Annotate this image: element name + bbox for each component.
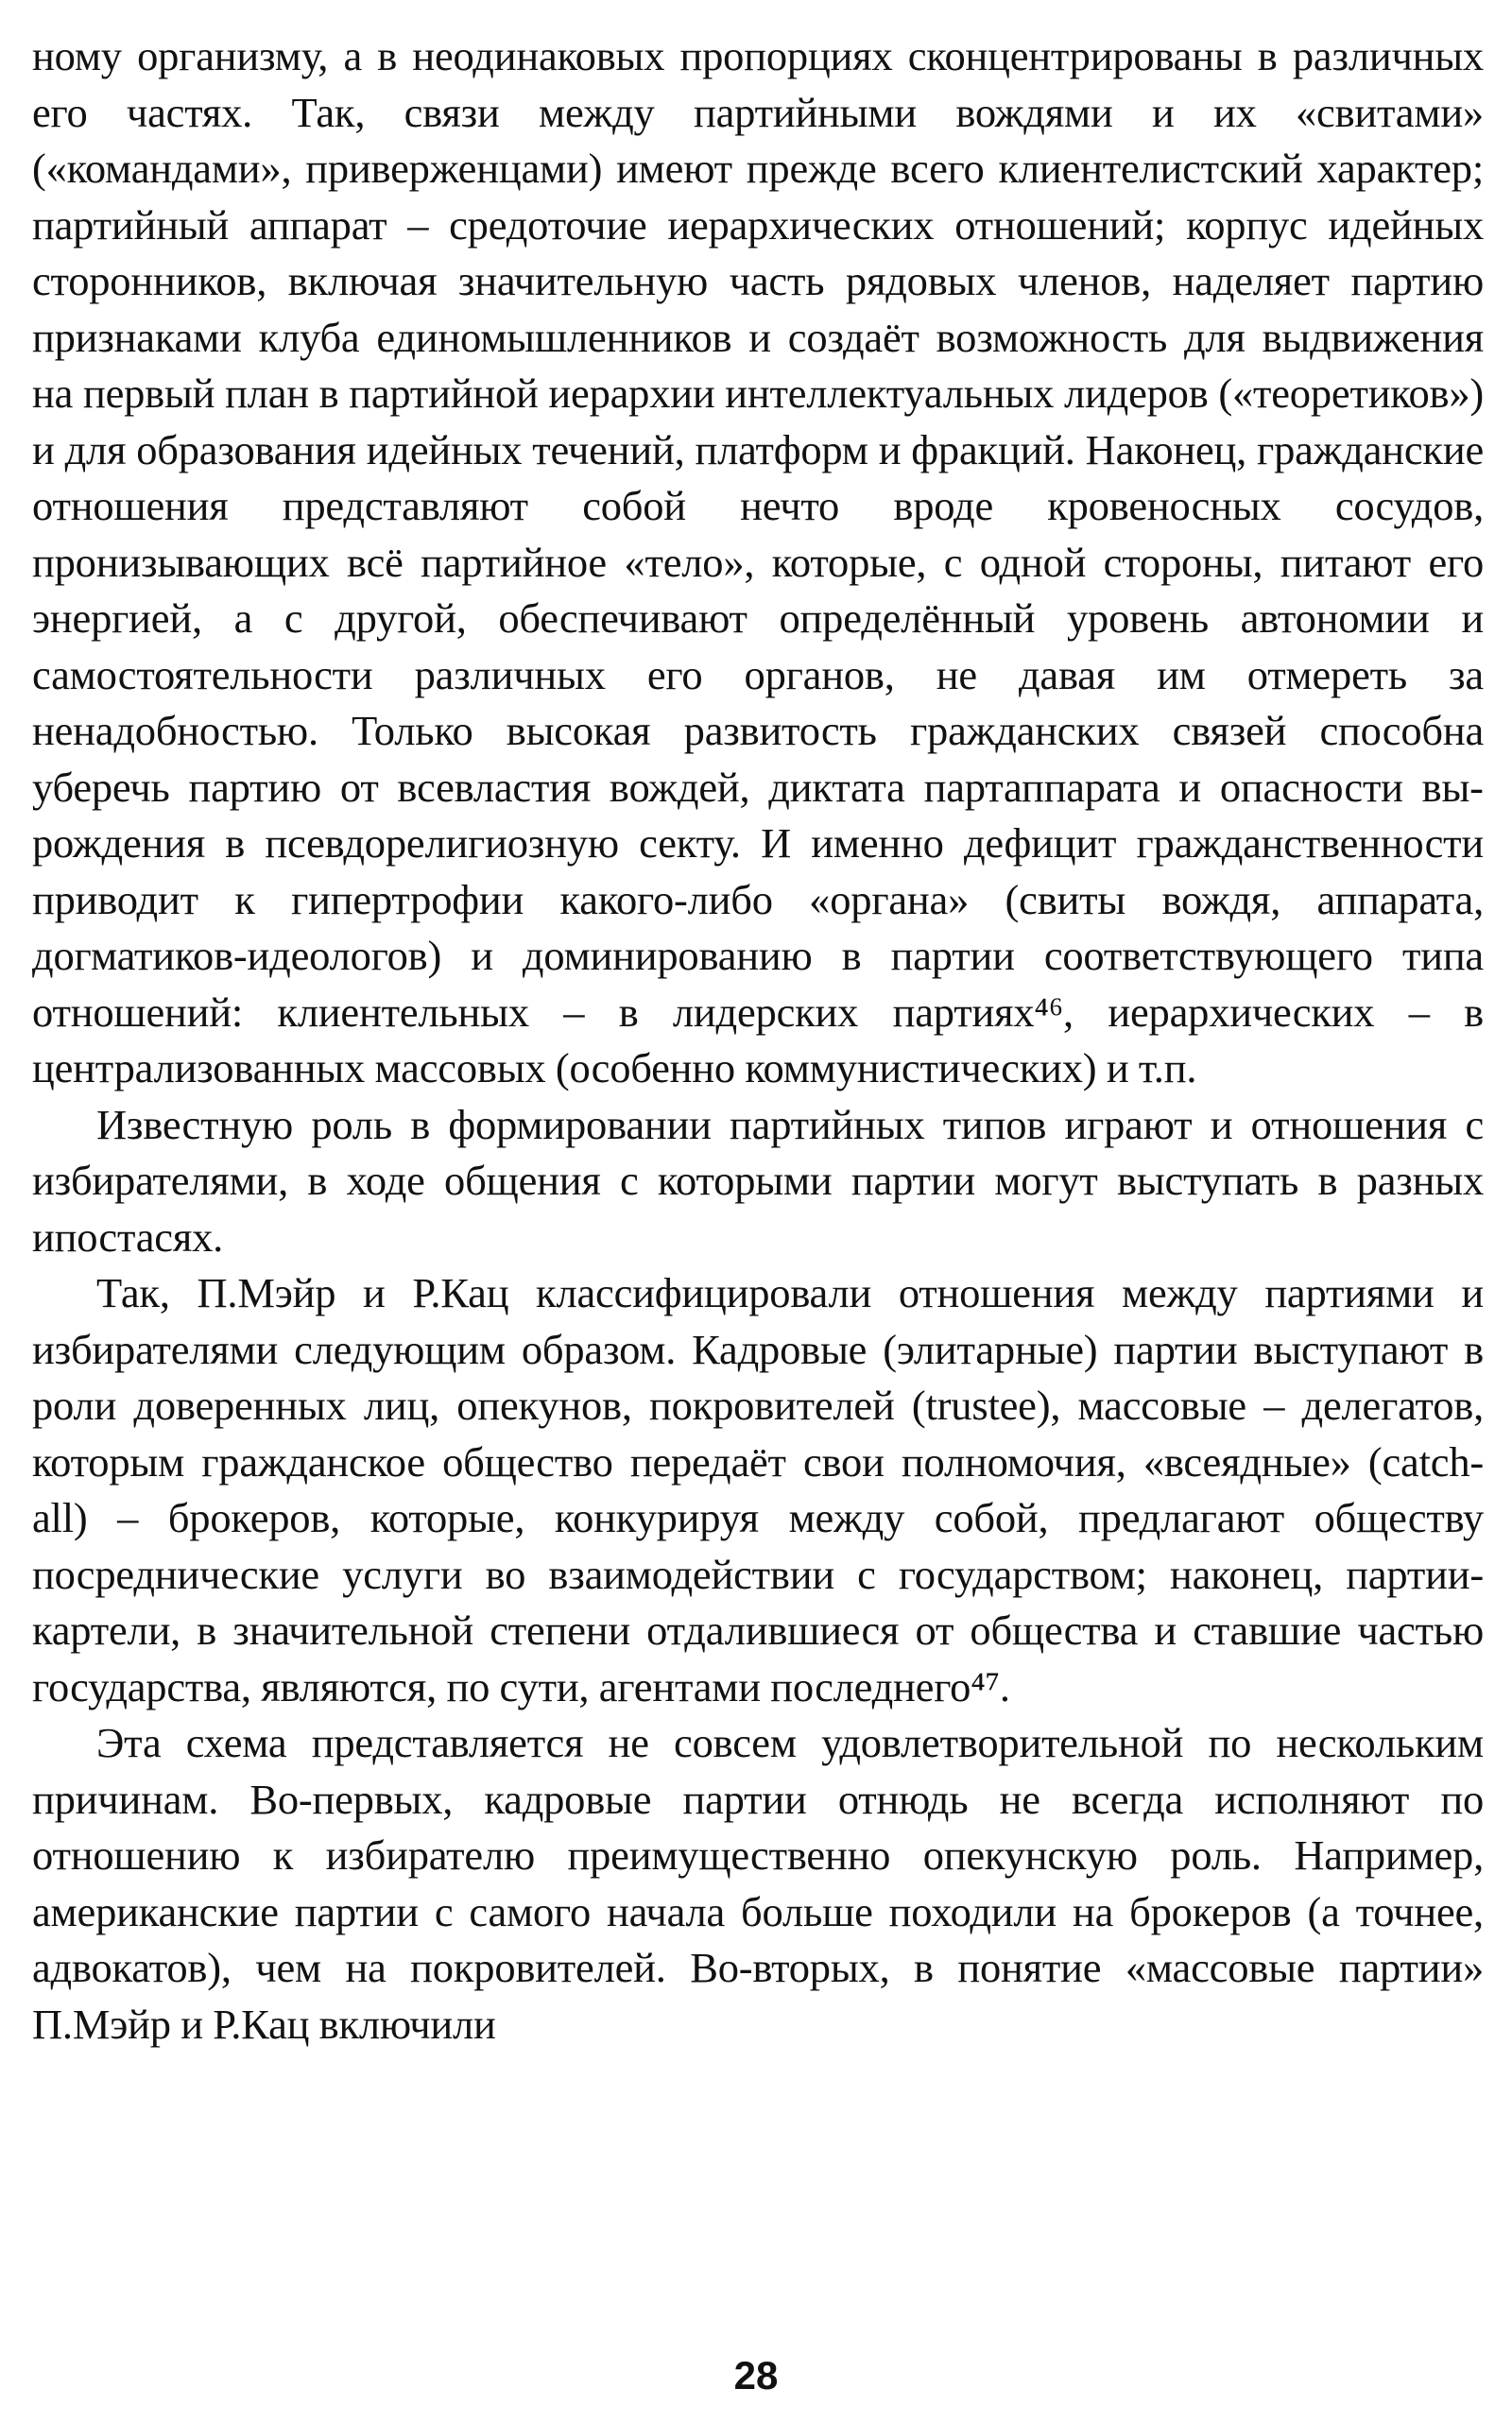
paragraph-3: Так, П.Мэйр и Р.Кац классифицировали отношения между партиями и избирателями следующим образом. Кадровые (элитарные) партии выступают в роли доверенных лиц, опекунов, покровителей (trustee), массовые – делегатов, которым гражданское общество передаёт свои полномочия, «всеядные» (catch-all) – брокеров, которые, конкурируя между собой, предлагают обществу посреднические услуги во взаимодействии с государством; наконец, партии-картели, в значительной степени отдалившиеся от общества и ставшие частью государства, являются, по сути, агентами последнего⁴⁷. <box>32 1269 1484 1710</box>
page-body <box>32 28 1484 2053</box>
paragraph-4: Эта схема представляется не совсем удовлетворительной по нескольким причинам. Во-первых, кадровые партии отнюдь не всегда исполняют по отношению к избирателю преимущественно опекунскую роль. Например, американские партии с самого начала больше походили на брокеров (а точнее, адвокатов), чем на покровителей. Во-вторых, в понятие «массовые партии» П.Мэйр и Р.Кац включили <box>32 1719 1484 2048</box>
page-number: 28 <box>733 2353 779 2397</box>
paragraph-1: ному организму, а в неодинаковых пропорциях сконцентрированы в различных его частях. Так, связи между партийными вождями и их «свитами» («командами», приверженцами) имеют прежде всего клиентелистский характер; партийный аппарат – средоточие иерархических отношений; корпус идейных сторонников, включая значительную часть рядовых членов, наделяет партию признаками клуба единомышленников и создаёт возможность для выдвижения на первый план в партийной иерархии интеллектуальных лидеров («теоретиков») и для образования идейных течений, платформ и фракций. Наконец, гражданские отношения представляют собой нечто вроде кровеносных сосудов, пронизывающих всё партийное «тело», которые, с одной стороны, питают его энергией, а с другой, обеспечивают определённый уровень автономии и самостоятельности различных его органов, не давая им отмереть за ненадобностью. Только высокая развитость гражданских связей способна уберечь партию от всевластия вождей, диктата партаппарата и опасности вырождения в псевдорелигиозную секту. И именно дефицит гражданственности приводит к гипертрофии какого-либо «органа» (свиты вождя, аппарата, догматиков-идеологов) и доминированию в партии соответствующего типа отношений: клиентельных – в лидерских партиях⁴⁶, иерархических – в централизованных массовых (особенно коммунистических) и т.п. <box>32 32 1484 1091</box>
paragraph-2: Известную роль в формировании партийных типов играют и отношения с избирателями, в ходе общения с которыми партии могут выступать в разных ипостасях. <box>32 1100 1484 1261</box>
